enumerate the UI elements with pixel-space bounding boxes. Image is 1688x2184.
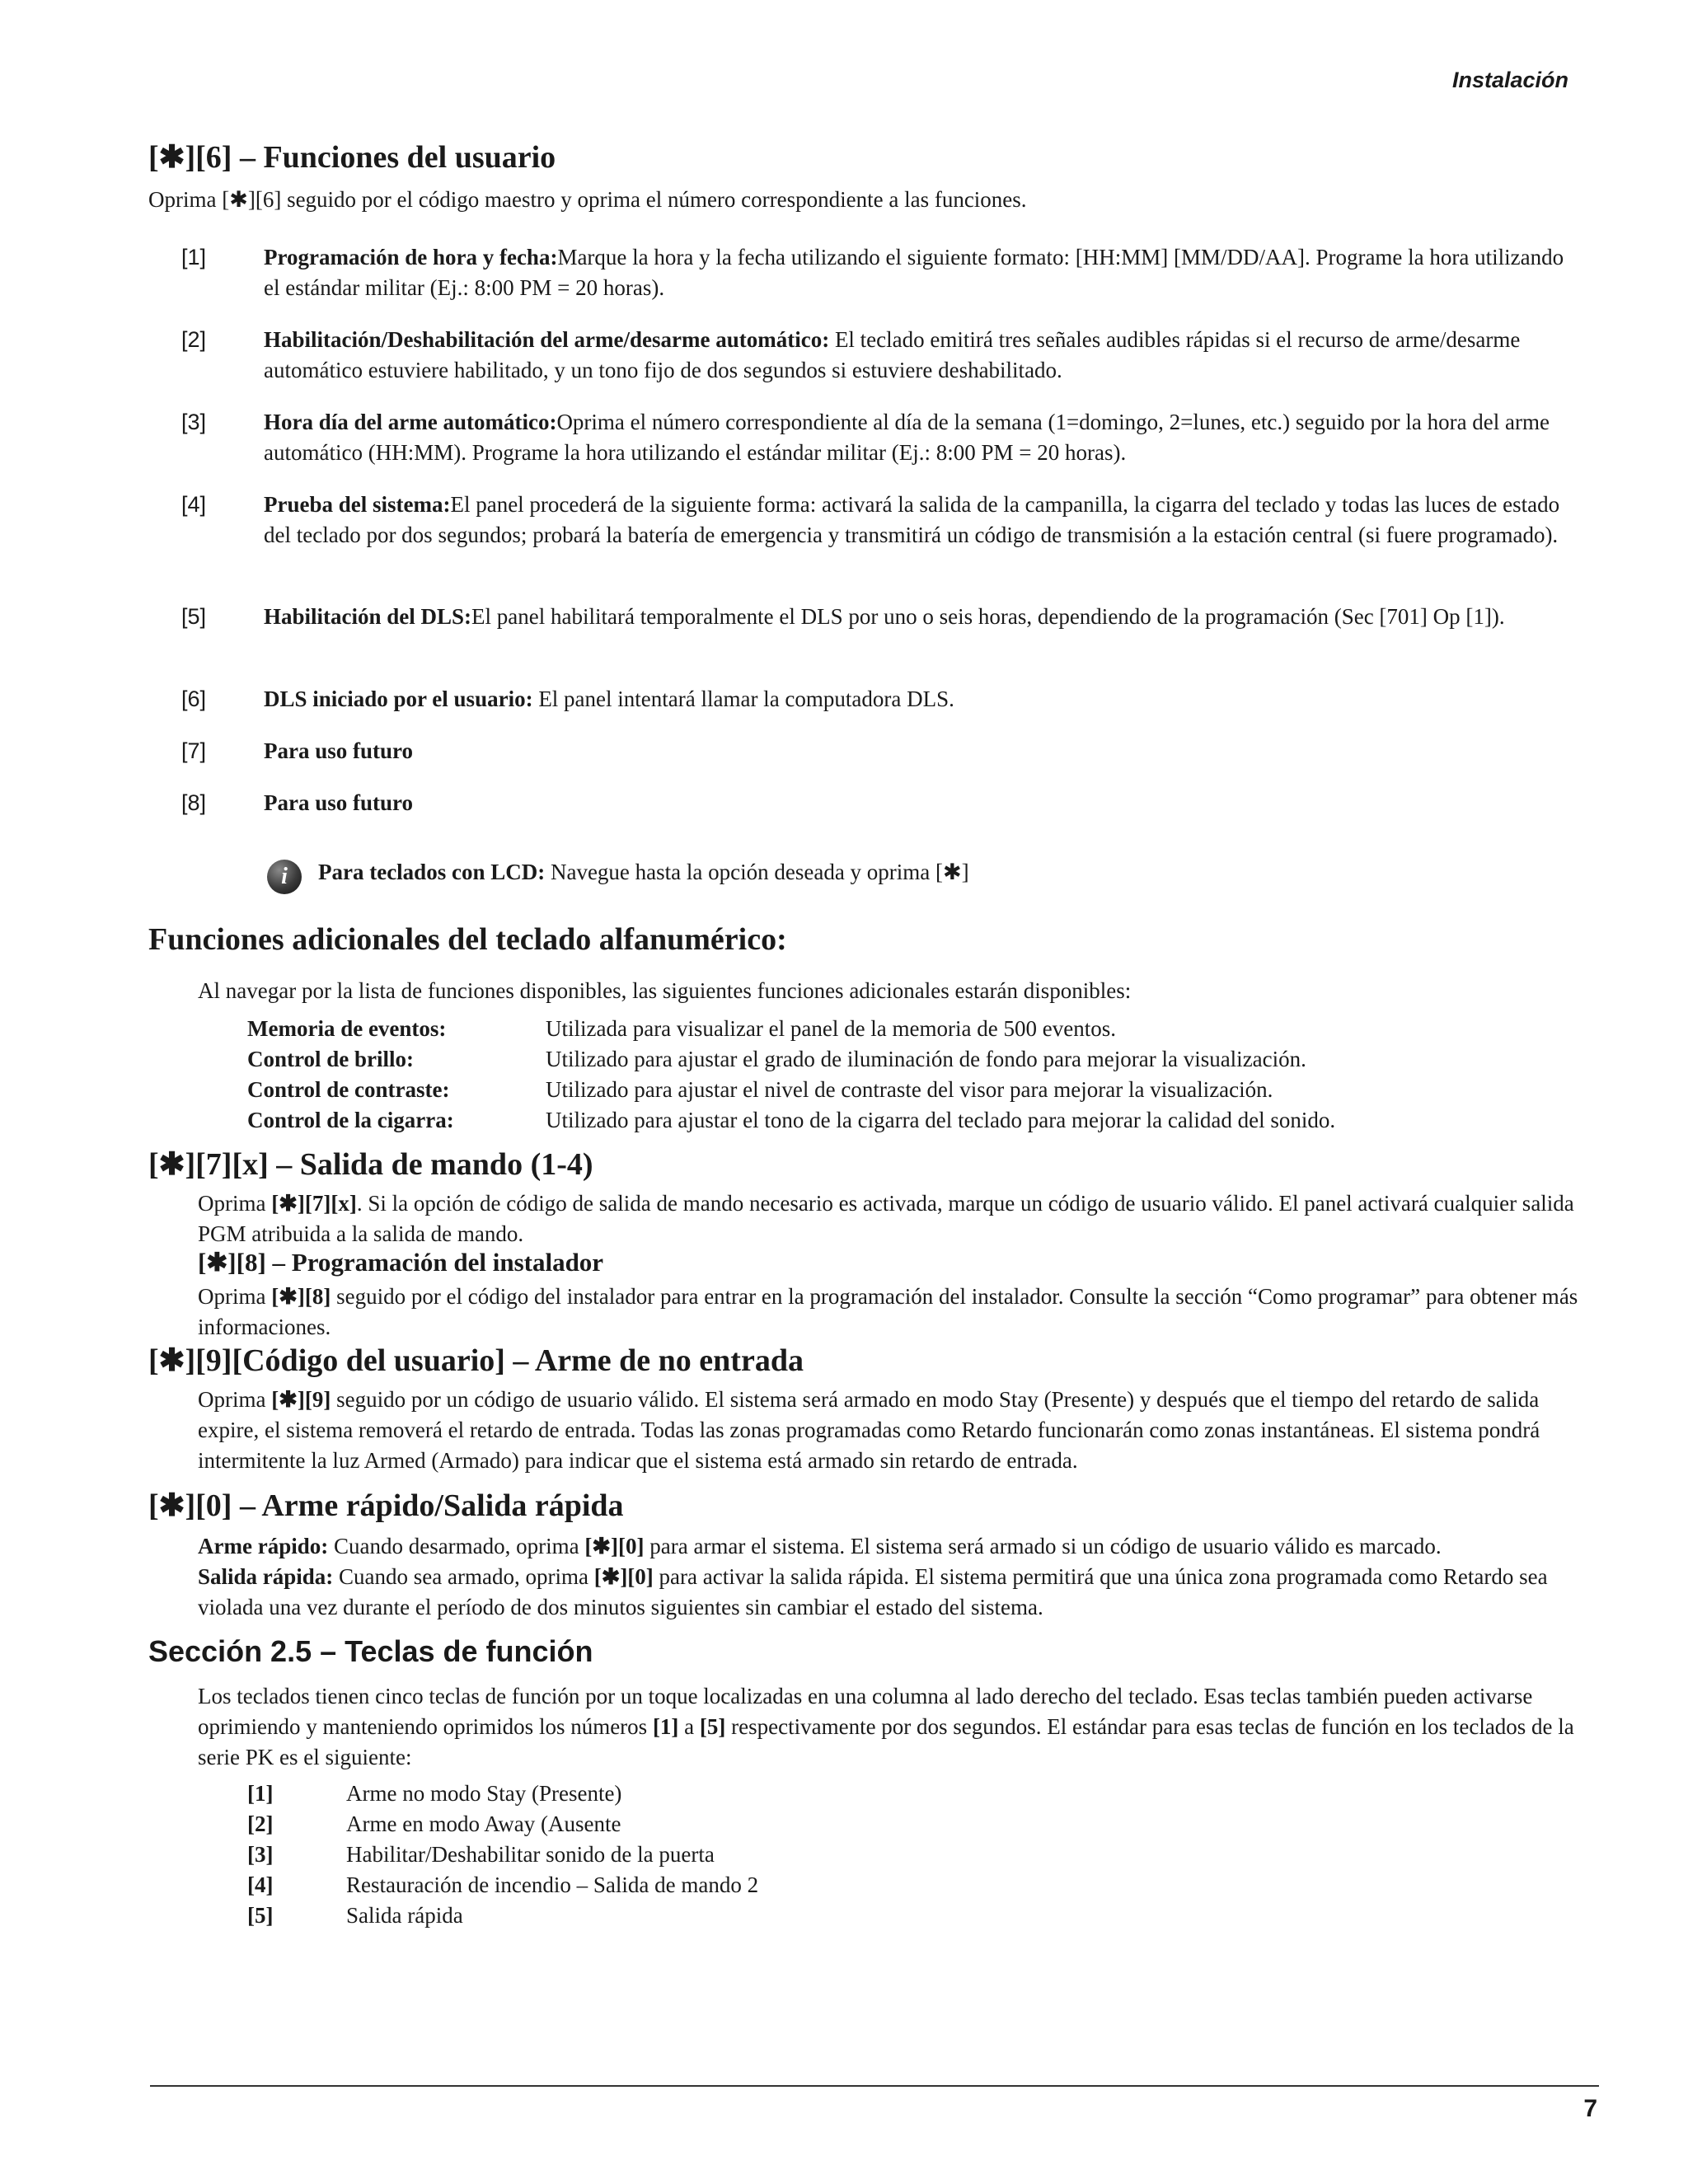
item-number: [2] xyxy=(181,327,207,352)
item-number: [7] xyxy=(181,738,207,763)
item-label: Habilitación/Deshabilitación del arme/desarme automático: xyxy=(264,327,830,352)
running-header: Instalación xyxy=(1451,68,1568,92)
function-desc: Utilizada para visualizar el panel de la memoria de 500 eventos. xyxy=(546,1016,1116,1041)
installer-programming-text xyxy=(198,1282,1599,1343)
item-number: [3] xyxy=(181,410,207,434)
lcd-note xyxy=(318,857,969,888)
lcd-note-text: Navegue hasta la opción deseada y oprima [✱] xyxy=(545,860,969,884)
item-number: [5] xyxy=(181,604,207,629)
item-label: DLS iniciado por el usuario: xyxy=(264,687,533,711)
function-desc: Utilizado para ajustar el grado de iluminación de fondo para mejorar la visualización. xyxy=(546,1047,1306,1071)
item-number: [4] xyxy=(181,492,207,517)
function-key-number: [2] xyxy=(247,1811,274,1836)
section-title-command-output: [✱][7][x] – Salida de mando (1-4) xyxy=(148,1147,593,1182)
key-number: [5] xyxy=(699,1714,726,1739)
quick-exit-label: Salida rápida: xyxy=(198,1564,334,1589)
item-text: El teclado emitirá tres señales audibles rápidas si el recurso de arme/desarme automático estuviere habilitado, y un tono fijo de dos segundos si estuviere deshabilitado. xyxy=(264,327,1521,382)
text-run: seguido por el código del instalador para entrar en la programación del instalador. Consulte la sección “Como programar” para obtener más informaciones. xyxy=(198,1284,1578,1339)
quick-exit-text xyxy=(198,1562,1599,1623)
function-key-desc: Restauración de incendio – Salida de mando 2 xyxy=(346,1872,759,1897)
text-run: a xyxy=(678,1714,700,1739)
text-run: Oprima xyxy=(198,1191,272,1216)
function-label: Control de brillo: xyxy=(247,1047,414,1071)
page-number: 7 xyxy=(1583,2095,1597,2122)
function-key-desc: Salida rápida xyxy=(346,1903,463,1928)
footer-divider xyxy=(150,2085,1599,2087)
item-label: Programación de hora y fecha: xyxy=(264,245,558,269)
key-sequence: [✱][0] xyxy=(593,1564,654,1589)
section-title-quick-arm: [✱][0] – Arme rápido/Salida rápida xyxy=(148,1488,624,1523)
no-entry-arm-text xyxy=(198,1385,1599,1476)
item-label: Hora día del arme automático: xyxy=(264,410,557,434)
section-title-user-functions: [✱][6] – Funciones del usuario xyxy=(148,140,556,175)
section-title-no-entry-arm: [✱][9][Código del usuario] – Arme de no entrada xyxy=(148,1343,804,1378)
text-run: Los teclados tienen cinco teclas de función por un toque localizadas en una columna al lado derecho del teclado. Esas teclas también pueden activarse oprimiendo y manteniendo oprimidos los números xyxy=(198,1684,1533,1739)
function-keys-intro xyxy=(198,1681,1599,1773)
item-label: Prueba del sistema: xyxy=(264,492,451,517)
text-run: . Si la opción de código de salida de mando necesario es activada, marque un código de usuario válido. El panel activará cualquier salida PGM atribuida a la salida de mando. xyxy=(198,1191,1574,1246)
item-number: [1] xyxy=(181,245,207,269)
info-icon: i xyxy=(267,860,302,894)
function-key-desc: Arme en modo Away (Ausente xyxy=(346,1811,621,1836)
function-key-number: [5] xyxy=(247,1903,274,1928)
text-run: para armar el sistema. El sistema será armado si un código de usuario válido es marcado. xyxy=(644,1534,1442,1558)
text-run: Oprima xyxy=(198,1387,272,1412)
function-label: Control de la cigarra: xyxy=(247,1108,454,1132)
function-label: Control de contraste: xyxy=(247,1077,450,1102)
text-run: respectivamente por dos segundos. El estándar para esas teclas de función en los teclados de la serie PK es el siguiente: xyxy=(198,1714,1574,1769)
key-sequence: [✱][0] xyxy=(584,1534,645,1558)
subsection-title-installer-programming: [✱][8] – Programación del instalador xyxy=(198,1248,604,1277)
key-sequence: [✱][8] xyxy=(271,1284,331,1309)
quick-arm-label: Arme rápido: xyxy=(198,1534,329,1558)
lcd-note-label: Para teclados con LCD: xyxy=(318,860,546,884)
text-run: Cuando desarmado, oprima xyxy=(328,1534,585,1558)
item-text: Marque la hora y la fecha utilizando el siguiente formato: [HH:MM] [MM/DD/AA]. Programe la hora utilizando el estándar militar (Ej.: 8:00 PM = 20 horas). xyxy=(264,245,1564,300)
key-number: [1] xyxy=(652,1714,679,1739)
function-key-number: [1] xyxy=(247,1781,274,1806)
section-title-function-keys: Sección 2.5 – Teclas de función xyxy=(148,1634,593,1668)
user-functions-intro: Oprima [✱][6] seguido por el código maestro y oprima el número correspondiente a las funciones. xyxy=(148,187,1027,212)
text-run: Oprima xyxy=(198,1284,272,1309)
function-desc: Utilizado para ajustar el nivel de contraste del visor para mejorar la visualización. xyxy=(546,1077,1273,1102)
item-text: El panel procederá de la siguiente forma: activará la salida de la campanilla, la cigarra del teclado y todas las luces de estado del teclado por dos segundos; probará la batería de emergencia y transmitirá un código de transmisión a la estación central (si fuere programado). xyxy=(264,492,1560,547)
item-label: Habilitación del DLS: xyxy=(264,604,472,629)
item-text: El panel habilitará temporalmente el DLS por uno o seis horas, dependiendo de la programación (Sec [701] Op [1]). xyxy=(471,604,1505,629)
alpha-intro: Al navegar por la lista de funciones disponibles, las siguientes funciones adicionales estarán disponibles: xyxy=(198,978,1132,1003)
text-run: para activar la salida rápida. El sistema permitirá que una única zona programada como Retardo sea violada una vez durante el período de dos minutos siguientes sin cambiar el estado del sistema. xyxy=(198,1564,1548,1619)
section-title-alpha-functions: Funciones adicionales del teclado alfanumérico: xyxy=(148,922,787,957)
item-label: Para uso futuro xyxy=(264,738,414,763)
key-sequence: [✱][9] xyxy=(271,1387,331,1412)
function-key-desc: Arme no modo Stay (Presente) xyxy=(346,1781,622,1806)
key-sequence: [✱][7][x] xyxy=(271,1191,357,1216)
item-label: Para uso futuro xyxy=(264,790,414,815)
item-text: El panel intentará llamar la computadora DLS. xyxy=(532,687,954,711)
text-run: Cuando sea armado, oprima xyxy=(333,1564,594,1589)
function-key-number: [3] xyxy=(247,1842,274,1867)
item-text: Oprima el número correspondiente al día de la semana (1=domingo, 2=lunes, etc.) seguido por la hora del arme automático (HH:MM). Programe la hora utilizando el estándar militar (Ej.: 8:00 PM = 20 horas). xyxy=(264,410,1550,465)
quick-arm-text xyxy=(198,1531,1615,1562)
function-key-number: [4] xyxy=(247,1872,274,1897)
function-label: Memoria de eventos: xyxy=(247,1016,447,1041)
command-output-text xyxy=(198,1188,1599,1249)
item-number: [8] xyxy=(181,790,207,815)
function-desc: Utilizado para ajustar el tono de la cigarra del teclado para mejorar la calidad del sonido. xyxy=(546,1108,1336,1132)
item-number: [6] xyxy=(181,687,207,711)
function-key-desc: Habilitar/Deshabilitar sonido de la puerta xyxy=(346,1842,715,1867)
text-run: seguido por un código de usuario válido. El sistema será armado en modo Stay (Presente) y después que el tiempo del retardo de salida expire, el sistema removerá el retardo de entrada. Todas las zonas programadas como Retardo funcionarán como zonas instantáneas. El sistema pondrá intermitente la luz Armed (Armado) para indicar que el sistema está armado sin retardo de entrada. xyxy=(198,1387,1540,1473)
